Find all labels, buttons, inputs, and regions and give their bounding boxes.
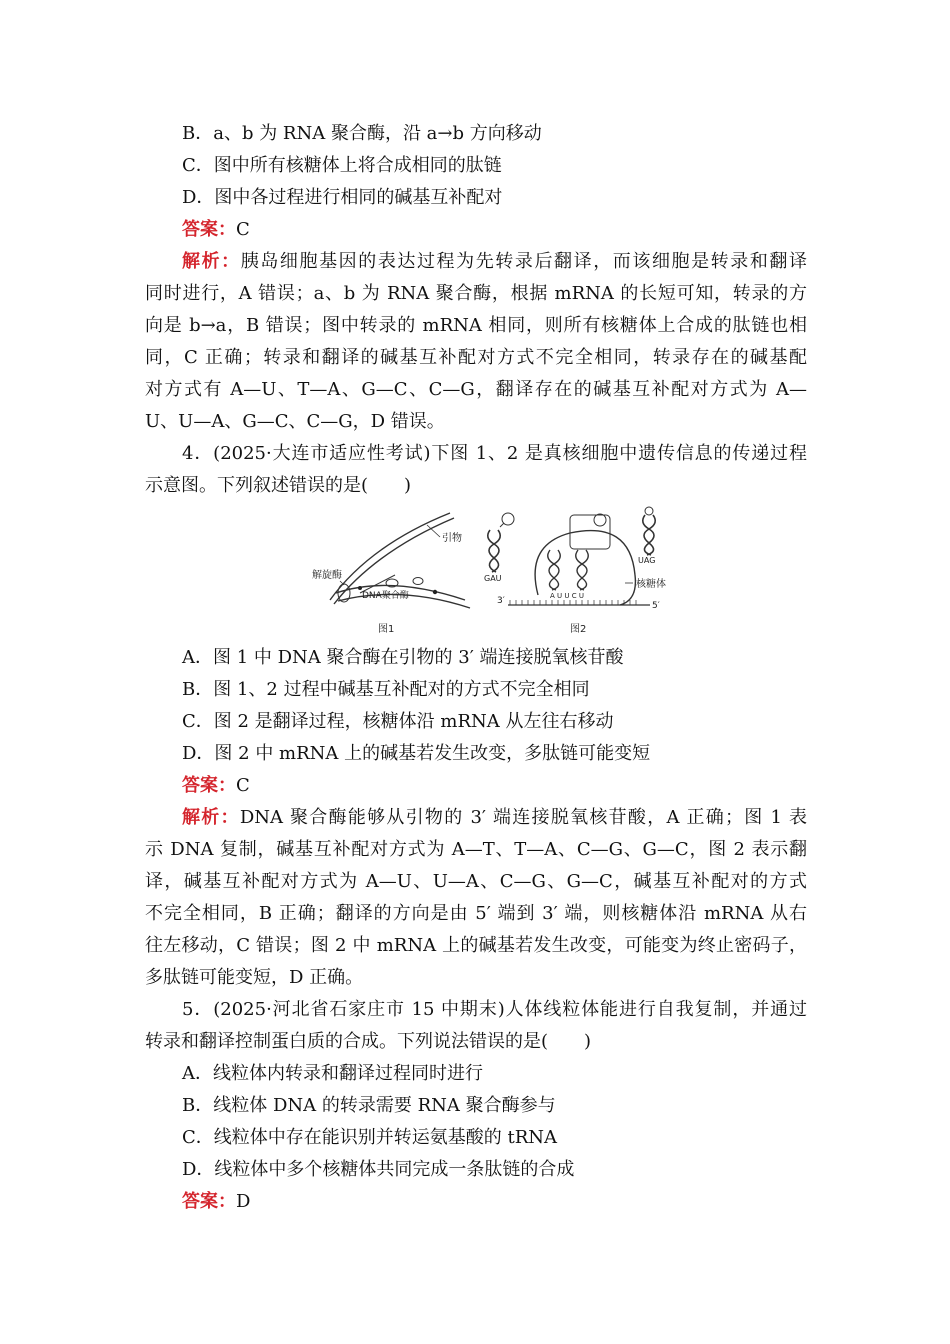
label-helicase: 解旋酶 bbox=[312, 570, 342, 581]
q5-option-a: A．线粒体内转录和翻译过程同时进行 bbox=[182, 1063, 483, 1084]
answer-value: D bbox=[236, 1191, 251, 1212]
label-dna-polymerase: DNA聚合酶 bbox=[362, 591, 409, 601]
q4-option-c: C．图 2 是翻译过程，核糖体沿 mRNA 从左往右移动 bbox=[182, 711, 614, 732]
q4-figure bbox=[300, 505, 670, 640]
label-primer: 引物 bbox=[442, 533, 462, 544]
q5-stem-line-1: 5．(2025·河北省石家庄市 15 中期末)人体线粒体能进行自我复制，并通过 bbox=[182, 999, 807, 1020]
q4-option-a: A．图 1 中 DNA 聚合酶在引物的 3′ 端连接脱氧核苷酸 bbox=[182, 647, 624, 668]
q4-analysis-line-1: 解析：DNA 聚合酶能够从引物的 3′ 端连接脱氧核苷酸，A 正确；图 1 表 bbox=[182, 807, 808, 828]
q4-analysis-line-6: 多肽链可能变短，D 正确。 bbox=[145, 967, 364, 988]
mrna-3-prime: 3′ bbox=[497, 596, 505, 606]
q3-answer bbox=[182, 218, 250, 242]
q5-option-b: B．线粒体 DNA 的转录需要 RNA 聚合酶参与 bbox=[182, 1095, 556, 1116]
q3-analysis-line-3: 向是 b→a，B 错误；图中转录的 mRNA 相同，则所有核糖体上合成的肽链也相 bbox=[145, 315, 807, 336]
analysis-label: 解析： bbox=[182, 251, 241, 272]
figure-2 bbox=[484, 507, 666, 635]
figure-1-caption: 图1 bbox=[378, 624, 395, 635]
answer-label: 答案： bbox=[182, 775, 236, 796]
answer-value: C bbox=[236, 775, 250, 796]
q4-analysis-line-3: 译，碱基互补配对方式为 A—U、U—A、C—G、G—C，碱基互补配对的方式 bbox=[145, 871, 807, 892]
answer-label: 答案： bbox=[182, 219, 236, 240]
q5-stem-line-2: 转录和翻译控制蛋白质的合成。下列说法错误的是( ) bbox=[145, 1031, 592, 1052]
q3-analysis-line-6: U、U—A、G—C、C—G，D 错误。 bbox=[145, 411, 445, 432]
q4-stem-line-1: 4．(2025·大连市适应性考试)下图 1、2 是真核细胞中遗传信息的传递过程 bbox=[182, 443, 807, 464]
q3-option-d: D．图中各过程进行相同的碱基互补配对 bbox=[182, 187, 503, 208]
q4-answer bbox=[182, 774, 250, 798]
q5-option-d: D．线粒体中多个核糖体共同完成一条肽链的合成 bbox=[182, 1159, 575, 1180]
codon-right: UAG bbox=[638, 556, 656, 565]
q4-stem-line-2: 示意图。下列叙述错误的是( ) bbox=[145, 475, 412, 496]
mrna-5-prime: 5′ bbox=[652, 601, 660, 611]
q4-option-d: D．图 2 中 mRNA 上的碱基若发生改变，多肽链可能变短 bbox=[182, 743, 651, 764]
codon-left: GAU bbox=[484, 574, 502, 583]
label-ribosome: 核糖体 bbox=[636, 579, 666, 590]
q3-option-b: B．a、b 为 RNA 聚合酶，沿 a→b 方向移动 bbox=[182, 123, 542, 144]
q3-analysis-line-5: 对方式有 A—U、T—A、G—C、C—G，翻译存在的碱基互补配对方式为 A— bbox=[145, 379, 807, 400]
q5-option-c: C．线粒体中存在能识别并转运氨基酸的 tRNA bbox=[182, 1127, 558, 1148]
q3-option-c: C．图中所有核糖体上将合成相同的肽链 bbox=[182, 155, 502, 176]
answer-label: 答案： bbox=[182, 1191, 236, 1212]
q3-analysis-line-4: 同，C 正确；转录和翻译的碱基互补配对方式不完全相同，转录存在的碱基配 bbox=[145, 347, 807, 368]
figure-1 bbox=[312, 513, 470, 635]
answer-value: C bbox=[236, 219, 250, 240]
figure-2-caption: 图2 bbox=[570, 624, 587, 635]
q3-analysis-line-1: 解析：胰岛细胞基因的表达过程为先转录后翻译，而该细胞是转录和翻译 bbox=[182, 251, 808, 272]
q4-option-b: B．图 1、2 过程中碱基互补配对的方式不完全相同 bbox=[182, 679, 590, 700]
analysis-label: 解析： bbox=[182, 807, 240, 828]
mrna-bases: A U U C U bbox=[550, 592, 584, 600]
q4-analysis-line-4: 不完全相同，B 正确；翻译的方向是由 5′ 端到 3′ 端，则核糖体沿 mRNA 从右 bbox=[145, 903, 807, 924]
q4-analysis-line-2: 示 DNA 复制，碱基互补配对方式为 A—T、T—A、C—G、G—C，图 2 表示翻 bbox=[145, 839, 807, 860]
q5-answer bbox=[182, 1190, 250, 1214]
q3-analysis-line-2: 同时进行，A 错误；a、b 为 RNA 聚合酶，根据 mRNA 的长短可知，转录的方 bbox=[145, 283, 807, 304]
q4-analysis-line-5: 往左移动，C 错误；图 2 中 mRNA 上的碱基若发生改变，可能变为终止密码子， bbox=[145, 935, 807, 956]
